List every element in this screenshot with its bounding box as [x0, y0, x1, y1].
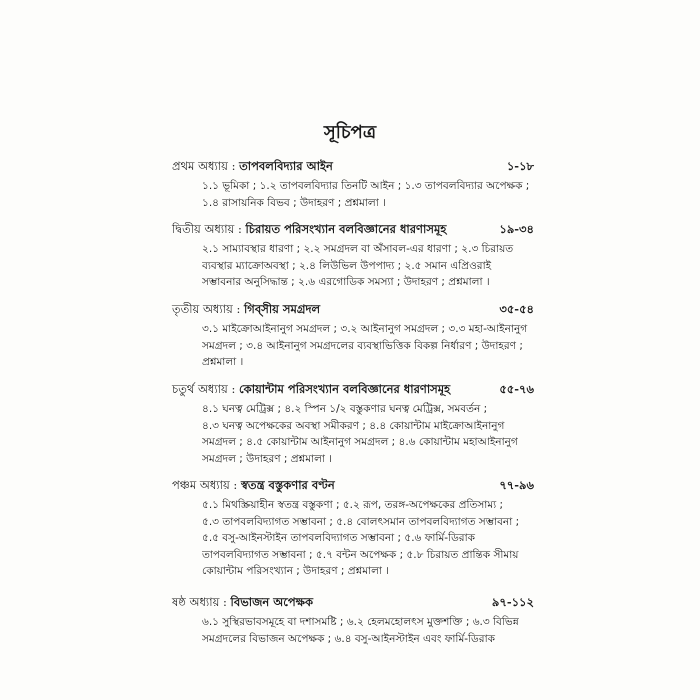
- chapter-sections: [202, 321, 534, 371]
- chapter-pages: ১-১৮: [506, 159, 534, 173]
- chapter-sections: [202, 178, 534, 211]
- chapter-heading: [172, 477, 534, 495]
- chapter-3: [172, 301, 534, 371]
- chapter-heading: [172, 594, 534, 612]
- chapter-pages: ৯৭-১১২: [491, 595, 534, 609]
- chapter-pages: ৩৫-৫৪: [499, 302, 534, 316]
- chapter-title: স্বতন্ত্র বস্তুকণার বণ্টন: [240, 478, 335, 492]
- section-line: ১.১ ভূমিকা ; ১.২ তাপবলবিদ্যার তিনটি আইন ; ১.৩ তাপবলবিদ্যার অপেক্ষক ;: [202, 180, 530, 192]
- section-line: ২.১ সাম্যাবস্থার ধারণা ; ২.২ সমগ্রদল বা অঁসাবল-এর ধারণা ; ২.৩ চিরায়ত: [202, 243, 514, 255]
- section-line: সম্ভাবনার অনুসিদ্ধান্ত ; ২.৬ এরগোডিক সমস্যা ; উদাহরণ ; প্রশ্নমালা ।: [202, 276, 490, 288]
- chapter-sections: [202, 614, 534, 647]
- chapter-label: দ্বিতীয় অধ্যায় :: [172, 222, 242, 236]
- chapter-title: কোয়ান্টাম পরিসংখ্যান বলবিজ্ঞানের ধারণাসমূহ: [238, 382, 451, 396]
- chapter-sections: [202, 497, 534, 580]
- page-title: সূচিপত্র: [323, 122, 377, 143]
- chapter-sections: [202, 401, 534, 467]
- chapter-title: তাপবলবিদ্যার আইন: [239, 159, 333, 173]
- chapter-label: প্রথম অধ্যায় :: [172, 159, 236, 173]
- section-line: ৫.৫ বসু-আইনস্টাইন তাপবলবিদ্যাগত সম্ভাবনা ; ৫.৬ ফার্মি-ডিরাক: [202, 532, 475, 544]
- chapter-heading: [172, 381, 534, 399]
- chapter-5: [172, 477, 534, 580]
- chapter-label: তৃতীয় অধ্যায় :: [172, 302, 241, 316]
- chapter-2: [172, 221, 534, 291]
- section-line: প্রশ্নমালা ।: [202, 356, 244, 368]
- chapter-title: গিব্‌সীয় সমগ্রদল: [244, 302, 321, 316]
- chapter-title: চিরায়ত পরিসংখ্যান বলবিজ্ঞানের ধারণাসমূহ: [245, 222, 447, 236]
- section-line: ৫.৩ তাপবলবিদ্যাগত সম্ভাবনা ; ৫.৪ বোলৎসমান তাপবলবিদ্যাগত সম্ভাবনা ;: [202, 515, 520, 528]
- section-line: ব্যবস্থার ম্যাক্রোঅবস্থা ; ২.৪ লিউভিল উপপাদ্য ; ২.৫ সমান এপ্রিওরাই: [202, 259, 492, 272]
- chapter-sections: [202, 241, 534, 291]
- section-line: ৩.১ মাইক্রোআইনানুগ সমগ্রদল ; ৩.২ আইনানুগ সমগ্রদল ; ৩.৩ মহা-আইনানুগ: [202, 323, 528, 335]
- chapter-label: ষষ্ঠ অধ্যায় :: [172, 595, 227, 609]
- section-line: কোয়ান্টাম পরিসংখ্যান ; উদাহরণ ; প্রশ্নমালা ।: [202, 565, 390, 577]
- section-line: ১.৪ রাসায়নিক বিভব ; উদাহরণ ; প্রশ্নমালা ।: [202, 196, 386, 209]
- chapter-label: চতুর্থ অধ্যায় :: [172, 382, 236, 396]
- section-line: তাপবলবিদ্যাগত সম্ভাবনা ; ৫.৭ বন্টন অপেক্ষক ; ৫.৮ চিরায়ত প্রান্তিক সীমায়: [202, 548, 519, 561]
- chapter-4: [172, 381, 534, 467]
- section-line: ৫.১ মিথস্ক্রিয়াহীন স্বতন্ত্র বস্তুকণা ; ৫.২ রূপ, তরঙ্গ-অপেক্ষকের প্রতিসাম্য ;: [202, 499, 504, 511]
- chapter-label: পঞ্চম অধ্যায় :: [172, 478, 238, 492]
- section-line: ৬.১ সুস্থিরভাবসমূহে বা দশাসমষ্টি ; ৬.২ হেলমহোলৎস মুক্তশক্তি ; ৬.৩ বিভিন্ন: [202, 616, 519, 628]
- section-line: সমগ্রদল ; ৩.৪ আইনানুগ সমগ্রদলের ব্যবস্থাভিত্তিক বিকল্প নির্ধারণ ; উদাহরণ ;: [202, 339, 523, 352]
- section-line: সমগ্রদল ; ৪.৫ কোয়ান্টাম আইনানুগ সমগ্রদল ; ৪.৬ কোয়ান্টাম মহাআইনানুগ: [202, 436, 518, 448]
- chapter-title: বিভাজন অপেক্ষক: [230, 595, 314, 609]
- section-line: ৪.৩ ঘনত্ব অপেক্ষকের অবস্থা সমীকরণ ; ৪.৪ কোয়ান্টাম মাইক্রোআইনানুগ: [202, 419, 505, 432]
- chapter-1: [172, 158, 534, 211]
- chapter-heading: [172, 221, 534, 239]
- chapter-heading: [172, 301, 534, 319]
- section-line: সমগ্রদল ; উদাহরণ ; প্রশ্নমালা ।: [202, 452, 333, 465]
- chapter-pages: ১৯-৩৪: [499, 222, 534, 236]
- chapter-6: [172, 594, 534, 647]
- chapter-heading: [172, 158, 534, 176]
- section-line: ৪.১ ঘনত্ব মেট্রিক্স ; ৪.২ স্পিন ১/২ বস্তুকণার ঘনত্ব মেট্রিক্স, সমবর্তন ;: [202, 403, 488, 415]
- section-line: সমগ্রদলের বিভাজন অপেক্ষক ; ৬.৪ বসু-আইনস্টাইন এবং ফার্মি-ডিরাক: [202, 632, 495, 645]
- chapter-pages: ৫৫-৭৬: [499, 382, 534, 396]
- chapter-pages: ৭৭-৯৬: [499, 478, 534, 492]
